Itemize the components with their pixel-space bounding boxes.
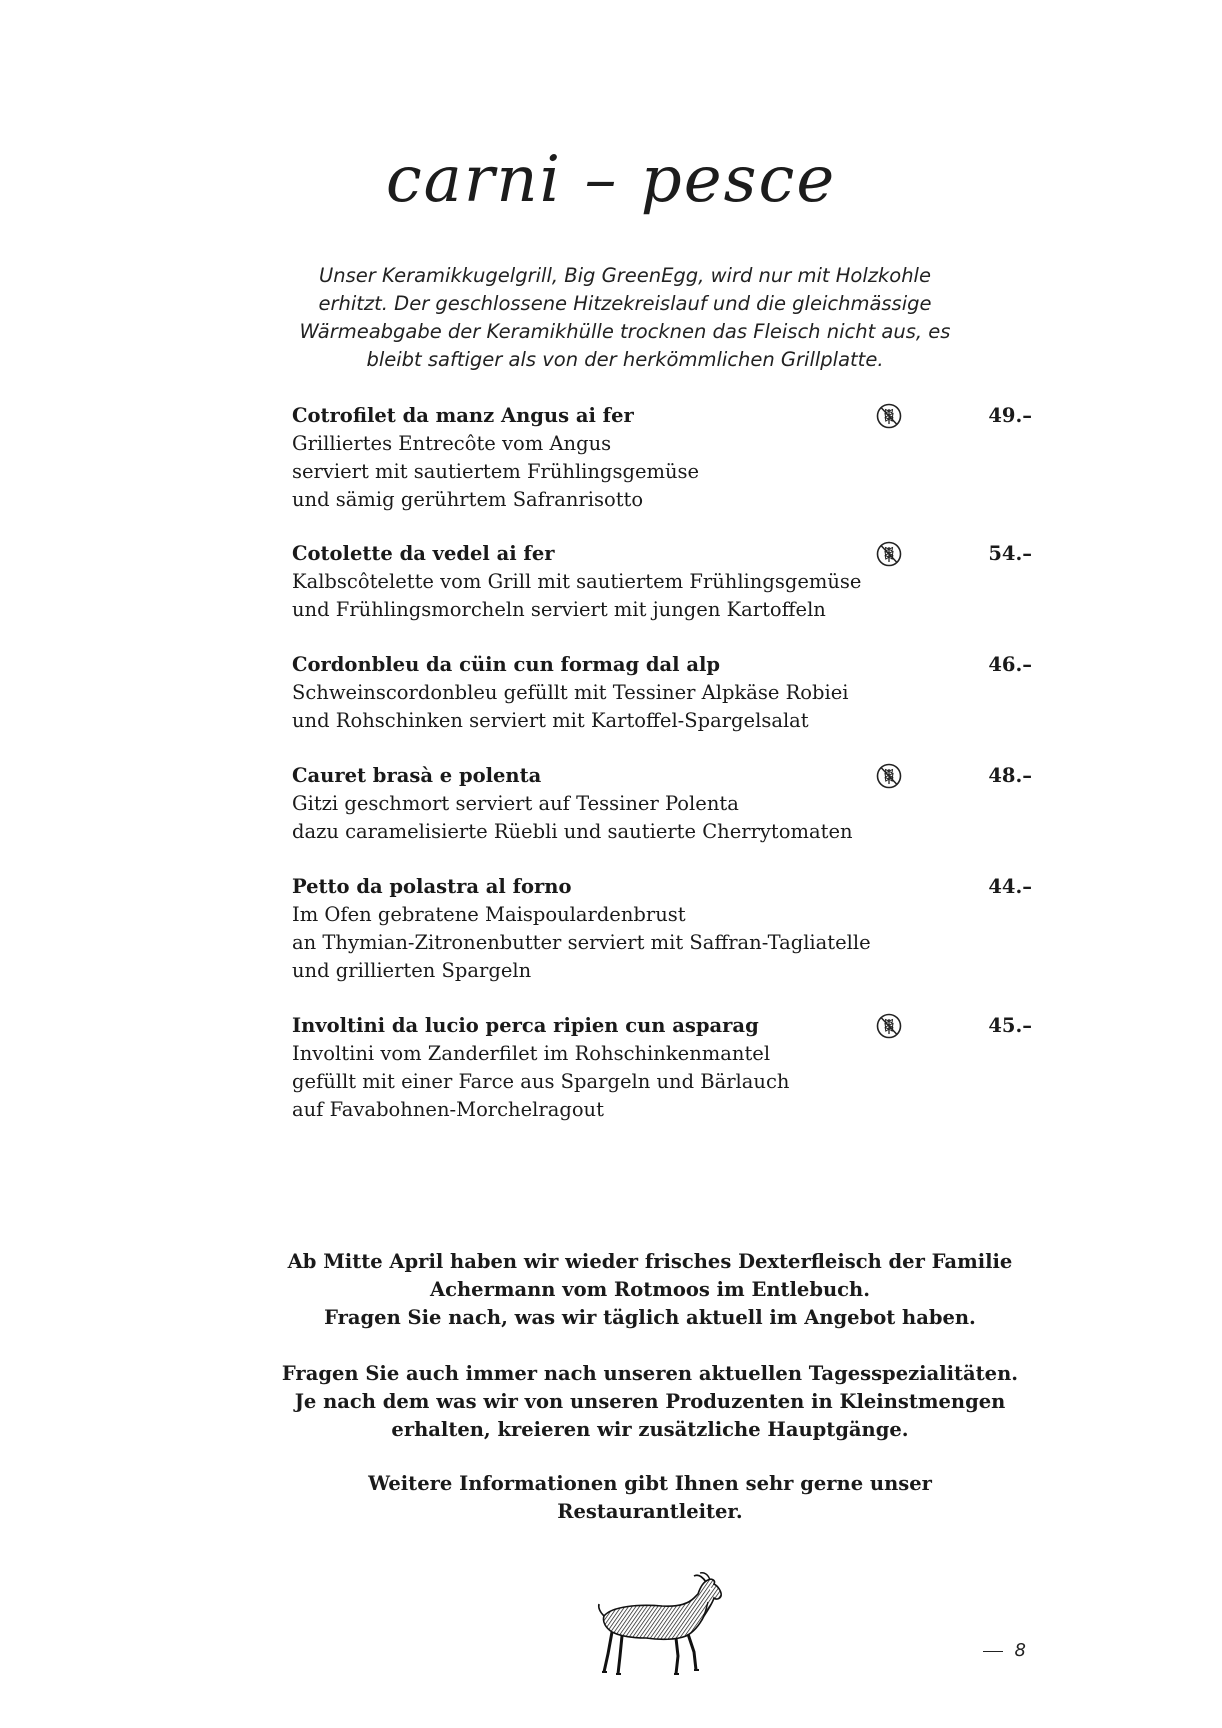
gluten-free-icon [876,403,902,429]
dish-description: Im Ofen gebratene Maispoulardenbrust [292,903,686,926]
dish-description: und Rohschinken serviert mit Kartoffel-Spargelsalat [292,709,809,732]
dish-description: Schweinscordonbleu gefüllt mit Tessiner Alpkäse Robiei [292,681,849,704]
dish-description: Kalbscôtelette vom Grill mit sautiertem Frühlingsgemüse [292,570,862,593]
dish-price: 44.– [988,875,1032,898]
menu-item [292,540,1032,624]
menu-item [292,873,1032,985]
goat-icon [590,1572,730,1680]
note-line: Fragen Sie nach, was wir täglich aktuell im Angebot haben. [324,1306,976,1329]
note-line: erhalten, kreieren wir zusätzliche Hauptgänge. [391,1418,909,1441]
gluten-free-icon [876,763,902,789]
gluten-free-icon [876,1013,902,1039]
note-daily-specials [240,1360,1060,1444]
dish-name: Cauret brasà e polenta [292,764,542,787]
menu-item [292,651,1032,735]
dish-price: 45.– [988,1014,1032,1037]
dish-description: und sämig gerührtem Safranrisotto [292,488,644,511]
intro-line: Wärmeabgabe der Keramikhülle trocknen das Fleisch nicht aus, es [299,320,951,343]
dish-name: Cotolette da vedel ai fer [292,542,555,565]
note-more-info [240,1470,1060,1526]
menu-item [292,402,1032,514]
dish-description: auf Favabohnen-Morchelragout [292,1098,604,1121]
dish-name: Cordonbleu da cüin cun formag dal alp [292,653,721,676]
dish-description: an Thymian-Zitronenbutter serviert mit Saffran-Tagliatelle [292,931,871,954]
dish-description: gefüllt mit einer Farce aus Spargeln und Bärlauch [292,1070,790,1093]
page-number [983,1640,1026,1661]
dish-price: 54.– [988,542,1032,565]
dish-description: Involtini vom Zanderfilet im Rohschinkenmantel [292,1042,771,1065]
page-number-value: 8 [1014,1640,1026,1661]
intro-line: bleibt saftiger als von der herkömmlichen Grillplatte. [366,348,884,371]
dish-price: 48.– [988,764,1032,787]
dish-description: serviert mit sautiertem Frühlingsgemüse [292,460,700,483]
note-line: Achermann vom Rotmoos im Entlebuch. [429,1278,870,1301]
intro-line: Unser Keramikkugelgrill, Big GreenEgg, wird nur mit Holzkohle [319,264,931,287]
note-line: Weitere Informationen gibt Ihnen sehr gerne unser [368,1472,932,1495]
note-line: Fragen Sie auch immer nach unseren aktuellen Tagesspezialitäten. [281,1362,1019,1385]
note-line: Je nach dem was wir von unseren Produzenten in Kleinstmengen [294,1390,1006,1413]
dish-description: Gitzi geschmort serviert auf Tessiner Polenta [292,792,739,815]
dish-description: dazu caramelisierte Rüebli und sautierte Cherrytomaten [292,820,853,843]
dish-description: Grilliertes Entrecôte vom Angus [292,432,612,455]
page-number-dash [983,1651,1003,1652]
dish-name: Involtini da lucio perca ripien cun asparag [292,1014,759,1037]
menu-item [292,1012,1032,1124]
intro-text [280,262,970,374]
dish-price: 49.– [988,404,1032,427]
dish-name: Petto da polastra al forno [292,875,572,898]
gluten-free-icon [876,541,902,567]
menu-item [292,762,1032,846]
dish-name: Cotrofilet da manz Angus ai fer [292,404,634,427]
intro-line: erhitzt. Der geschlossene Hitzekreislauf und die gleichmässige [318,292,932,315]
note-line: Restaurantleiter. [557,1500,743,1523]
note-dexter-meat [240,1248,1060,1332]
note-line: Ab Mitte April haben wir wieder frisches Dexterfleisch der Familie [287,1250,1013,1273]
page-title: carni – pesce [385,143,837,217]
dish-description: und grillierten Spargeln [292,959,532,982]
dish-price: 46.– [988,653,1032,676]
dish-description: und Frühlingsmorcheln serviert mit jungen Kartoffeln [292,598,826,621]
